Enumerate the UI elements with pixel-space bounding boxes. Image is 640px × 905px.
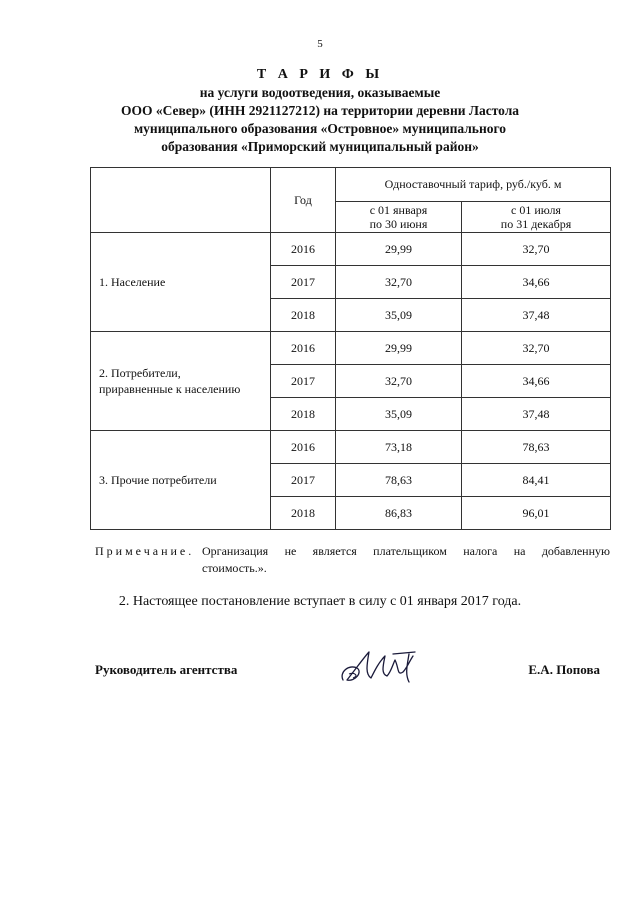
category-line: 2. Потребители, [99, 366, 181, 380]
document-title: Т А Р И Ф Ы [256, 67, 384, 82]
tariff-cell: 34,66 [462, 365, 611, 398]
year-cell: 2018 [271, 398, 336, 431]
tariff-cell: 35,09 [336, 398, 462, 431]
tariff-cell: 35,09 [336, 299, 462, 332]
header-tariff-cell: Одноставочный тариф, руб./куб. м [336, 168, 611, 202]
handwritten-signature [335, 642, 435, 692]
tariff-cell: 78,63 [462, 431, 611, 464]
title-line: на услуги водоотведения, оказываемые [199, 85, 441, 100]
year-cell: 2017 [271, 464, 336, 497]
period-line: по 30 июня [369, 217, 428, 231]
tariff-cell: 84,41 [462, 464, 611, 497]
note [95, 543, 610, 577]
note-line [95, 543, 610, 560]
tariff-cell: 32,70 [462, 332, 611, 365]
signer-title: Руководитель агентства [95, 662, 238, 677]
tariff-cell: 34,66 [462, 266, 611, 299]
year-cell: 2017 [271, 365, 336, 398]
period-line: с 01 июля [511, 203, 561, 217]
tariff-cell: 32,70 [336, 266, 462, 299]
title-block [70, 66, 570, 156]
tariff-cell: 37,48 [462, 398, 611, 431]
note-label: Примечание. [95, 544, 195, 558]
year-cell: 2016 [271, 332, 336, 365]
page-number: 5 [317, 38, 323, 50]
header-period1-cell [336, 202, 462, 233]
category-cell [91, 332, 271, 431]
title-line: муниципального образования «Островное» муниципального [133, 121, 507, 136]
header-category-cell [91, 168, 271, 233]
category-cell [91, 431, 271, 530]
period-line: с 01 января [369, 203, 428, 217]
tariff-cell: 29,99 [336, 233, 462, 266]
year-cell: 2017 [271, 266, 336, 299]
year-cell: 2016 [271, 431, 336, 464]
tariff-cell: 37,48 [462, 299, 611, 332]
category-line: приравненные к населению [99, 382, 241, 396]
tariff-cell: 32,70 [462, 233, 611, 266]
tariff-cell: 78,63 [336, 464, 462, 497]
category-cell [91, 233, 271, 332]
table-row [91, 233, 611, 266]
table-row [91, 332, 611, 365]
category-line: 1. Население [99, 275, 166, 289]
table-row [91, 431, 611, 464]
period-line: по 31 декабря [500, 217, 572, 231]
table-header-row [91, 168, 611, 202]
category-line: 3. Прочие потребители [99, 473, 217, 487]
decree-paragraph: 2. Настоящее постановление вступает в силу с 01 января 2017 года. [118, 594, 522, 609]
header-period2-cell [462, 202, 611, 233]
year-cell: 2016 [271, 233, 336, 266]
tariff-cell: 86,83 [336, 497, 462, 530]
year-cell: 2018 [271, 299, 336, 332]
signer-name: Е.А. Попова [528, 662, 600, 677]
year-cell: 2018 [271, 497, 336, 530]
note-text-continued: стоимость.». [202, 561, 267, 575]
tariffs-table [90, 167, 611, 530]
title-line: ООО «Север» (ИНН 2921127212) на территории деревни Ластола [120, 103, 520, 118]
tariff-cell: 73,18 [336, 431, 462, 464]
header-year-cell: Год [271, 168, 336, 233]
note-text: Организация не является плательщиком налога на добавленную [202, 544, 610, 558]
tariff-cell: 29,99 [336, 332, 462, 365]
tariff-cell: 32,70 [336, 365, 462, 398]
tariff-cell: 96,01 [462, 497, 611, 530]
title-line: образования «Приморский муниципальный район» [161, 139, 479, 154]
